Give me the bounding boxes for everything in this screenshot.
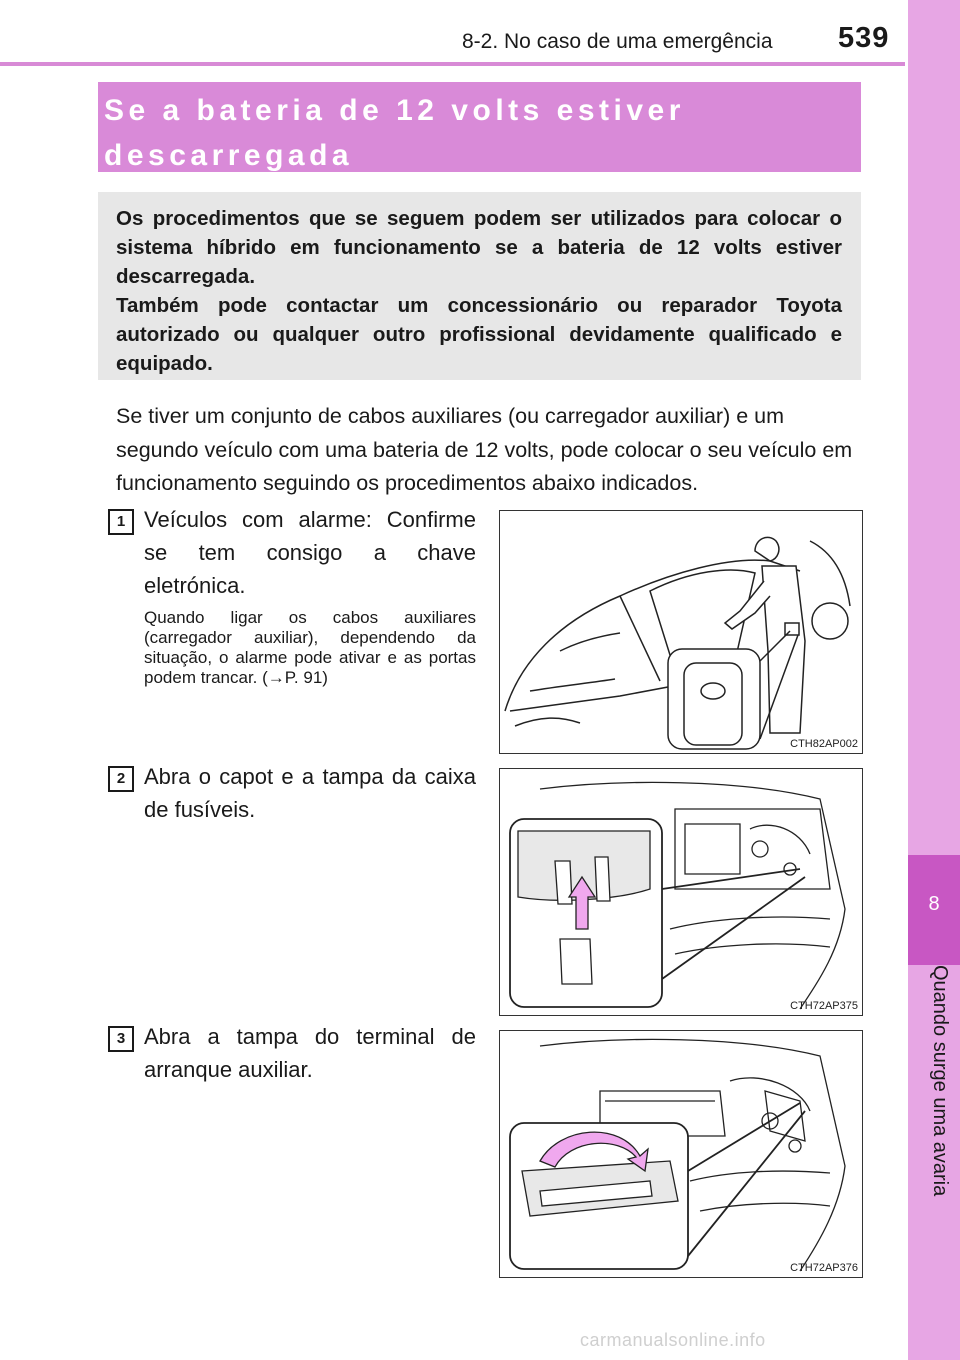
image-code: CTH72AP376 (790, 1262, 858, 1274)
section-title (104, 88, 844, 178)
section-title-line-2: descarregada (104, 139, 354, 172)
running-header-section: 8-2. No caso de uma emergência (462, 30, 773, 53)
step-2-text: Abra o capot e a tampa da caixa de fusíveis. (144, 764, 476, 822)
illustration-step-3 (499, 1030, 863, 1278)
illustration-step-1 (499, 510, 863, 754)
step-3-text: Abra a tampa do terminal de arranque auxiliar. (144, 1024, 476, 1082)
fuse-box-illustration (500, 769, 862, 1015)
image-code: CTH82AP002 (790, 738, 858, 750)
body-paragraph: Se tiver um conjunto de cabos auxiliares (ou carregador auxiliar) e um segundo veículo com uma bateria de 12 volts, pode colocar o seu veículo em funcionamento seguindo os procedimentos abaixo indicados. (116, 404, 853, 495)
section-title-line-1: Se a bateria de 12 volts estiver (104, 94, 685, 127)
header-rule (0, 62, 905, 66)
step-1-note: Quando ligar os cabos auxiliares (carregador auxiliar), dependendo da situação, o alarme pode ativar e as portas podem trancar. (→P. 91) (144, 608, 476, 687)
page-number: 539 (838, 22, 890, 54)
chapter-label: Quando surge uma avaria (929, 965, 951, 1197)
watermark: carmanualsonline.info (580, 1330, 766, 1350)
step-1-badge: 1 (108, 509, 134, 535)
car-and-person-illustration (500, 511, 862, 753)
step-1-text: Veículos com alarme: Confirme se tem consigo a chave eletrónica. (144, 507, 476, 598)
image-code: CTH72AP375 (790, 1000, 858, 1012)
step-3-badge: 3 (108, 1026, 134, 1052)
chapter-number: 8 (928, 893, 940, 915)
intro-paragraph-2: Também pode contactar um concessionário ou reparador Toyota autorizado ou qualquer outro profissional devidamente qualificado e equipado. (116, 294, 842, 375)
intro-paragraph-1: Os procedimentos que se seguem podem ser utilizados para colocar o sistema híbrido em funcionamento se a bateria de 12 volts estiver descarregada. (116, 207, 842, 288)
step-2-badge: 2 (108, 766, 134, 792)
jump-terminal-illustration (500, 1031, 862, 1277)
intro-text (116, 204, 842, 378)
illustration-step-2 (499, 768, 863, 1016)
